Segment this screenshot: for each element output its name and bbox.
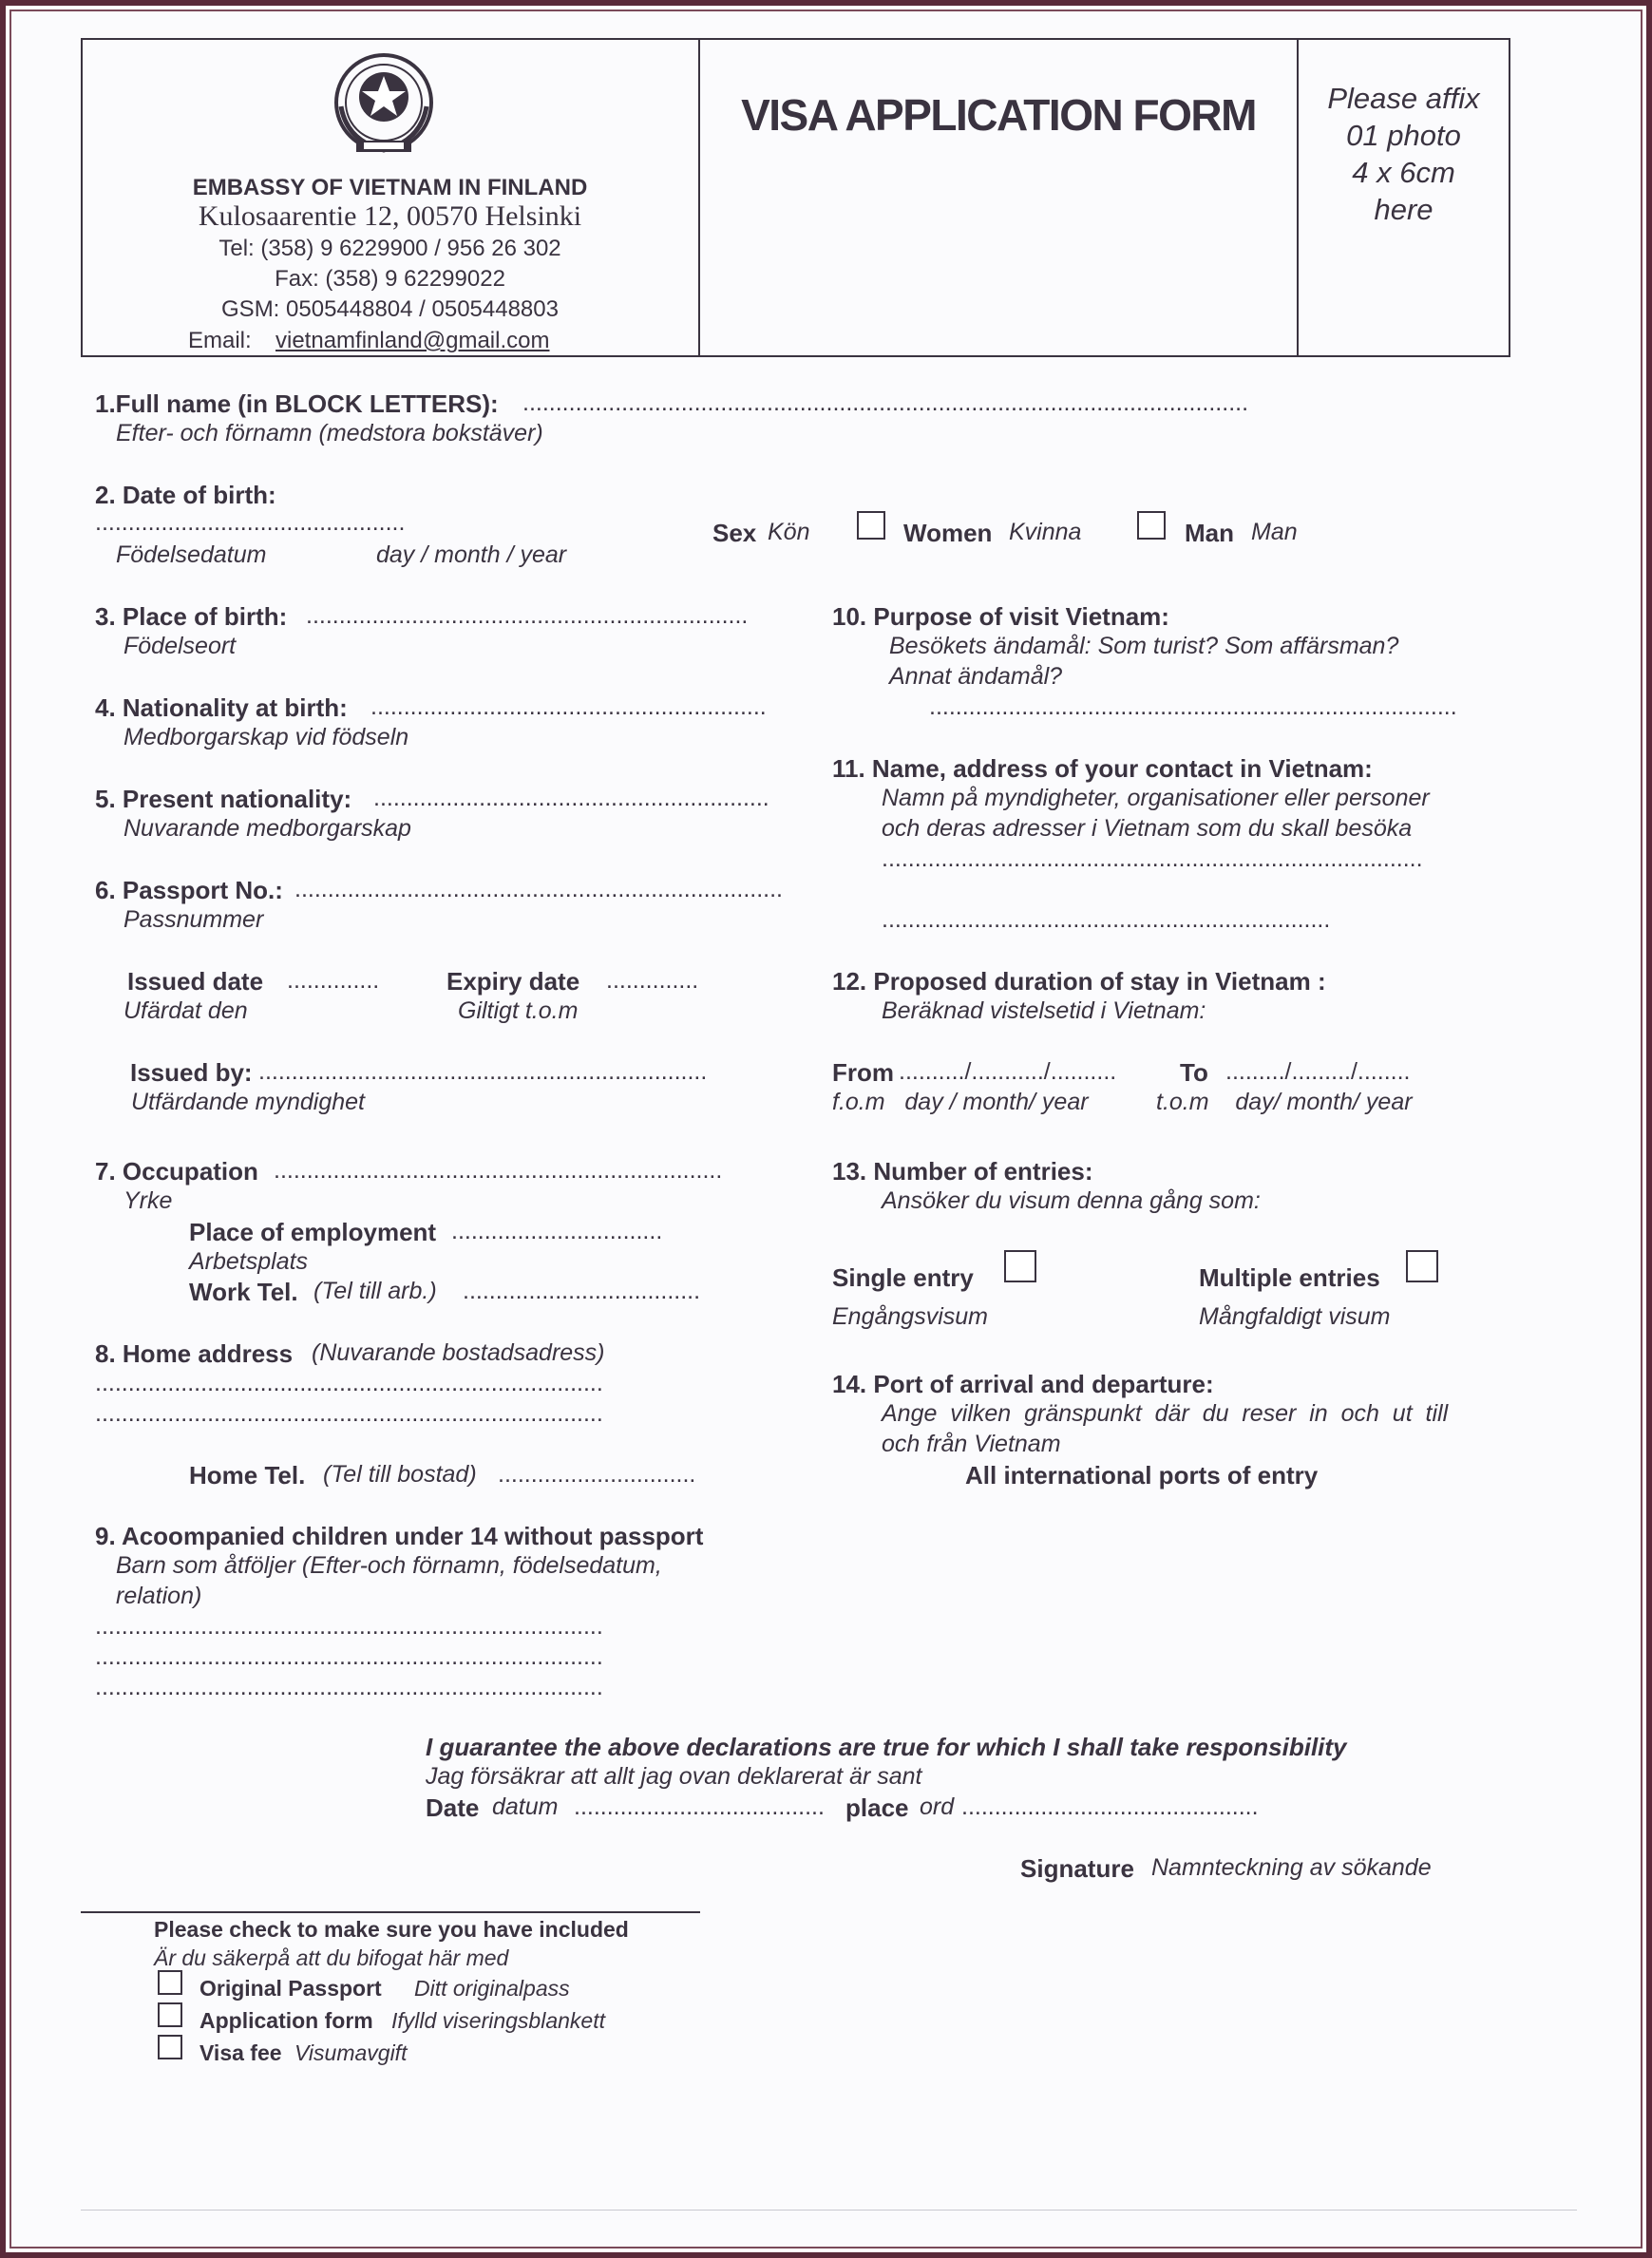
header-right-border	[1509, 38, 1510, 357]
embassy-name: EMBASSY OF VIETNAM IN FINLAND	[192, 175, 588, 200]
women-label: Women	[903, 519, 993, 547]
field-4-label: 4. Nationality at birth:	[95, 693, 348, 722]
place-of-employment-label: Place of employment	[189, 1218, 437, 1246]
single-entry-label: Single entry	[832, 1263, 974, 1292]
field-14-sub-2: och från Vietnam	[882, 1431, 1061, 1457]
contact-input-1[interactable]: ..................................................................................	[882, 845, 1423, 872]
work-tel-sub: (Tel till arb.)	[313, 1278, 437, 1304]
sex-sub: Kön	[768, 519, 810, 545]
field-12-sub: Beräknad vistelsetid i Vietnam:	[882, 997, 1206, 1024]
multiple-entries-label: Multiple entries	[1199, 1263, 1380, 1292]
embassy-email-link[interactable]: vietnamfinland@gmail.com	[275, 328, 550, 353]
issued-date-label: Issued date	[127, 967, 264, 996]
field-6-sub: Passnummer	[123, 906, 264, 933]
guarantee-sub: Jag försäkrar att allt jag ovan deklarerat är sant	[426, 1763, 922, 1790]
field-3-sub: Födelseort	[123, 633, 237, 659]
field-1-sub: Efter- och förnamn (medstora bokstäver)	[116, 420, 543, 446]
guarantee-statement: I guarantee the above declarations are true for which I shall take responsibility	[426, 1733, 1347, 1761]
women-checkbox[interactable]	[857, 511, 885, 540]
checklist-passport-sub: Ditt originalpass	[414, 1976, 570, 2001]
field-13-sub: Ansöker du visum denna gång som:	[882, 1187, 1261, 1214]
checklist-passport-checkbox[interactable]	[158, 1970, 182, 1995]
field-6-label: 6. Passport No.:	[95, 876, 283, 904]
multiple-entries-checkbox[interactable]	[1406, 1250, 1438, 1282]
checklist-application-label: Application form	[199, 2008, 373, 2033]
passport-number-input[interactable]: ..........................................................................	[294, 876, 783, 902]
field-2-label: 2. Date of birth:	[95, 481, 276, 509]
checklist-visa-fee-checkbox[interactable]	[158, 2035, 182, 2059]
field-2-sub: Födelsedatum	[116, 541, 267, 568]
port-of-entry-value: All international ports of entry	[965, 1461, 1319, 1490]
man-sub: Man	[1251, 519, 1298, 545]
field-5-sub: Nuvarande medborgarskap	[123, 815, 411, 842]
date-of-birth-input[interactable]: ...............................................	[95, 509, 406, 536]
checklist-title-sub: Är du säkerpå att du bifogat här med	[154, 1945, 509, 1970]
contact-input-2[interactable]: ....................................................................	[882, 906, 1331, 933]
field-9-sub-2: relation)	[116, 1583, 202, 1609]
expiry-date-sub: Giltigt t.o.m	[458, 997, 579, 1024]
form-title: VISA APPLICATION FORM	[741, 90, 1256, 140]
field-8-label: 8. Home address	[95, 1339, 294, 1368]
work-tel-input[interactable]: ....................................	[463, 1278, 701, 1304]
to-label: To	[1180, 1058, 1208, 1087]
field-8-sub: (Nuvarande bostadsadress)	[312, 1339, 605, 1366]
women-sub: Kvinna	[1009, 519, 1082, 545]
field-3-label: 3. Place of birth:	[95, 602, 288, 631]
from-sub: f.o.m day / month/ year	[832, 1089, 1089, 1115]
field-10-sub-2: Annat ändamål?	[889, 663, 1063, 690]
page-bottom-edge	[81, 2210, 1577, 2211]
children-input-3[interactable]: .............................................................................	[95, 1674, 603, 1700]
field-11-label: 11. Name, address of your contact in Vietnam:	[832, 754, 1373, 783]
issued-date-sub: Ufärdat den	[123, 997, 248, 1024]
field-7-label: 7. Occupation	[95, 1157, 258, 1186]
man-checkbox[interactable]	[1137, 511, 1166, 540]
full-name-input[interactable]: ..............................................................................................................	[522, 389, 1249, 416]
sex-label: Sex	[712, 519, 757, 547]
checklist-application-sub: Ifylld viseringsblankett	[391, 2008, 605, 2033]
from-label: From	[832, 1058, 894, 1087]
declaration-place-input[interactable]: .............................................	[961, 1793, 1259, 1820]
single-entry-checkbox[interactable]	[1004, 1250, 1036, 1282]
home-address-input-2[interactable]: .............................................................................	[95, 1400, 603, 1427]
home-tel-sub: (Tel till bostad)	[323, 1461, 477, 1488]
embassy-fax: Fax: (358) 9 62299022	[275, 266, 505, 292]
from-date-input[interactable]: ........../.........../..........	[899, 1058, 1117, 1085]
field-10-sub-1: Besökets ändamål: Som turist? Som affärsman?	[889, 633, 1399, 659]
header-divider-1	[698, 38, 700, 357]
vietnam-emblem-icon	[328, 49, 440, 161]
work-tel-label: Work Tel.	[189, 1278, 298, 1306]
field-14-label: 14. Port of arrival and departure:	[832, 1370, 1214, 1398]
home-tel-input[interactable]: ..............................	[498, 1461, 696, 1488]
field-1-label: 1.Full name (in BLOCK LETTERS):	[95, 389, 499, 418]
field-7-sub: Yrke	[123, 1187, 173, 1214]
checklist-divider	[81, 1911, 700, 1913]
issued-date-input[interactable]: ..............	[287, 967, 380, 994]
occupation-input[interactable]: ....................................................................	[274, 1157, 723, 1184]
checklist-passport-label: Original Passport	[199, 1976, 382, 2001]
field-9-label: 9. Acoompanied children under 14 without passport	[95, 1522, 704, 1550]
to-date-input[interactable]: ........./........./........	[1225, 1058, 1411, 1085]
expiry-date-input[interactable]: ..............	[606, 967, 699, 994]
embassy-address: Kulosaarentie 12, 00570 Helsinki	[198, 200, 582, 232]
date-label: Date	[426, 1793, 480, 1822]
multiple-entries-sub: Mångfaldigt visum	[1199, 1303, 1391, 1330]
place-sub: ord	[920, 1793, 955, 1820]
signature-label: Signature	[1020, 1854, 1134, 1883]
date-sub: datum	[492, 1793, 559, 1820]
checklist-application-checkbox[interactable]	[158, 2002, 182, 2027]
declaration-date-input[interactable]: ......................................	[574, 1793, 825, 1820]
place-of-employment-input[interactable]: ................................	[451, 1218, 663, 1244]
to-sub: t.o.m day/ month/ year	[1156, 1089, 1413, 1115]
children-input-1[interactable]: .............................................................................	[95, 1613, 603, 1640]
nationality-at-birth-input[interactable]: ............................................................	[370, 693, 767, 720]
field-10-label: 10. Purpose of visit Vietnam:	[832, 602, 1169, 631]
expiry-date-label: Expiry date	[446, 967, 580, 996]
home-address-input-1[interactable]: .............................................................................	[95, 1370, 603, 1396]
embassy-email-label: Email:	[188, 328, 252, 353]
checklist-visa-fee-sub: Visumavgift	[294, 2040, 408, 2065]
place-of-employment-sub: Arbetsplats	[189, 1248, 309, 1275]
checklist-visa-fee-label: Visa fee	[199, 2040, 282, 2065]
field-13-label: 13. Number of entries:	[832, 1157, 1093, 1186]
field-5-label: 5. Present nationality:	[95, 785, 352, 813]
issued-by-input[interactable]: ....................................................................	[258, 1058, 708, 1085]
present-nationality-input[interactable]: ............................................................	[373, 785, 769, 811]
man-label: Man	[1185, 519, 1234, 547]
issued-by-label: Issued by:	[130, 1058, 253, 1087]
signature-sub[interactable]: Namnteckning av sökande	[1151, 1854, 1432, 1881]
header-left-border	[81, 38, 83, 357]
field-9-sub-1: Barn som åtföljer (Efter-och förnamn, födelsedatum,	[116, 1552, 662, 1579]
checklist-title: Please check to make sure you have included	[154, 1917, 629, 1942]
children-input-2[interactable]: .............................................................................	[95, 1643, 603, 1670]
field-4-sub: Medborgarskap vid födseln	[123, 724, 409, 750]
field-14-sub-1: Ange vilken gränspunkt där du reser in och ut till	[882, 1400, 1449, 1427]
embassy-tel: Tel: (358) 9 6229900 / 956 26 302	[218, 236, 561, 261]
field-12-label: 12. Proposed duration of stay in Vietnam :	[832, 967, 1326, 996]
home-tel-label: Home Tel.	[189, 1461, 306, 1490]
field-11-sub-2: och deras adresser i Vietnam som du skall besöka	[882, 815, 1413, 842]
field-2-format: day / month / year	[376, 541, 567, 568]
place-label: place	[845, 1793, 909, 1822]
place-of-birth-input[interactable]: ...................................................................	[306, 602, 749, 629]
photo-instruction: Please affix 01 photo 4 x 6cm here	[1327, 82, 1480, 226]
embassy-gsm: GSM: 0505448804 / 0505448803	[221, 296, 559, 322]
field-11-sub-1: Namn på myndigheter, organisationer eller personer	[882, 785, 1430, 811]
single-entry-sub: Engångsvisum	[832, 1303, 988, 1330]
issued-by-sub: Utfärdande myndighet	[131, 1089, 365, 1115]
purpose-of-visit-input[interactable]: ................................................................................	[929, 693, 1457, 720]
